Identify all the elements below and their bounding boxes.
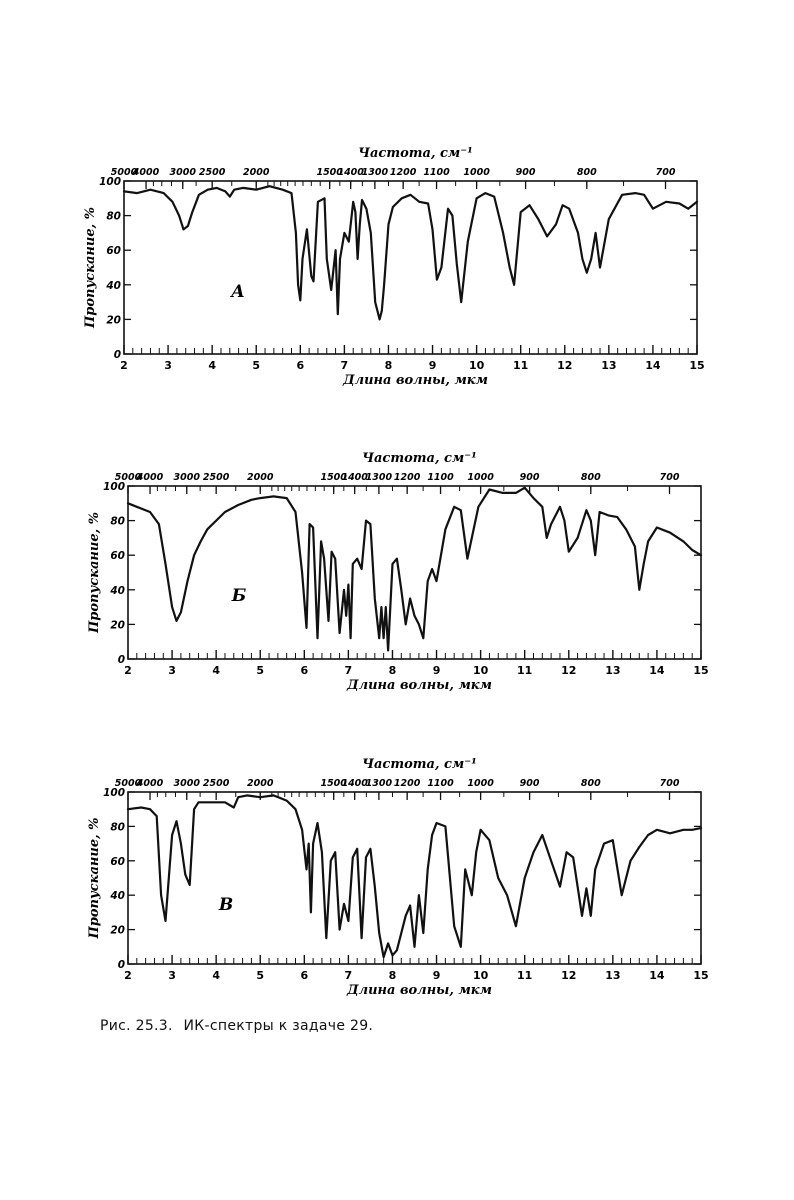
top-tick-label: 1500 (320, 778, 347, 789)
x-tick-label: 12 (561, 969, 577, 982)
x-tick-label: 13 (605, 664, 621, 677)
x-tick-label: 8 (384, 359, 393, 372)
panel-label: Б (231, 586, 247, 606)
y-axis-title: Пропускание, % (87, 817, 102, 939)
x-tick-label: 12 (557, 359, 573, 372)
x-tick-label: 11 (517, 664, 533, 677)
top-tick-label: 1400 (337, 167, 364, 178)
x-tick-label: 9 (432, 664, 441, 677)
y-tick-label: 80 (110, 821, 125, 834)
plot-frame (124, 181, 697, 354)
x-tick-label: 15 (693, 664, 709, 677)
top-tick-label: 5000 (110, 167, 138, 178)
top-tick-label: 1100 (423, 167, 450, 178)
top-tick-label: 1400 (341, 778, 368, 789)
top-tick-label: 1200 (393, 778, 421, 789)
x-tick-label: 3 (168, 664, 176, 677)
x-axis-title: Длина волны, мкм (347, 678, 492, 693)
x-tick-label: 9 (428, 359, 437, 372)
y-tick-label: 80 (110, 515, 125, 528)
panel-label: В (218, 895, 234, 915)
caption-label: Рис. 25.3. (100, 1018, 173, 1034)
y-tick-label: 0 (117, 654, 125, 666)
x-axis-title: Длина волны, мкм (347, 983, 492, 998)
y-tick-label: 40 (110, 890, 125, 903)
top-tick-label: 1000 (467, 472, 494, 483)
spectrum-line (128, 488, 701, 651)
x-tick-label: 12 (561, 664, 577, 677)
x-tick-label: 4 (212, 969, 220, 982)
x-tick-label: 8 (388, 664, 397, 677)
top-tick-label: 3000 (169, 167, 196, 178)
top-tick-label: 2500 (198, 167, 226, 178)
panel-label: A (231, 282, 245, 302)
caption-text: ИК-спектры к задаче 29. (183, 1018, 374, 1034)
top-tick-label: 4000 (136, 472, 164, 483)
x-tick-label: 7 (344, 664, 353, 677)
top-axis-title: Частота, см⁻¹ (362, 451, 477, 466)
x-tick-label: 10 (468, 359, 485, 372)
y-axis-title: Пропускание, % (83, 206, 98, 329)
x-tick-label: 6 (300, 969, 309, 982)
x-tick-label: 5 (256, 664, 265, 677)
top-tick-label: 3000 (173, 472, 200, 483)
y-tick-label: 20 (110, 619, 125, 632)
x-tick-label: 15 (693, 969, 709, 982)
x-tick-label: 4 (208, 359, 216, 372)
y-tick-label: 20 (110, 924, 125, 937)
x-tick-label: 14 (649, 969, 665, 982)
x-tick-label: 13 (605, 969, 621, 982)
y-tick-label: 20 (106, 314, 121, 327)
top-tick-label: 1100 (427, 778, 454, 789)
top-axis-title: Частота, см⁻¹ (358, 146, 473, 161)
top-tick-label: 1200 (393, 472, 421, 483)
y-tick-label: 60 (110, 550, 125, 563)
x-tick-label: 2 (120, 359, 128, 372)
x-tick-label: 11 (517, 969, 533, 982)
x-tick-label: 15 (689, 359, 705, 372)
y-tick-label: 80 (106, 210, 121, 223)
top-tick-label: 700 (659, 472, 680, 483)
x-tick-label: 11 (513, 359, 529, 372)
top-tick-label: 1300 (365, 472, 393, 483)
x-tick-label: 7 (340, 359, 349, 372)
y-tick-label: 40 (106, 279, 121, 292)
x-tick-label: 9 (432, 969, 441, 982)
figure-caption (100, 1018, 379, 1034)
top-tick-label: 700 (655, 167, 676, 178)
x-axis-title: Длина волны, мкм (343, 373, 488, 388)
top-tick-label: 800 (576, 167, 597, 178)
x-tick-label: 8 (388, 969, 397, 982)
spectrum-line (124, 186, 697, 319)
y-tick-label: 100 (99, 176, 121, 188)
y-tick-label: 100 (103, 481, 125, 493)
top-tick-label: 2000 (247, 472, 274, 483)
x-tick-label: 5 (252, 359, 261, 372)
top-tick-label: 900 (519, 778, 540, 789)
x-tick-label: 10 (472, 664, 489, 677)
top-tick-label: 800 (580, 778, 601, 789)
x-tick-label: 2 (124, 664, 132, 677)
y-tick-label: 100 (103, 787, 125, 799)
x-tick-label: 3 (168, 969, 176, 982)
top-tick-label: 4000 (132, 167, 160, 178)
top-tick-label: 5000 (114, 778, 142, 789)
top-tick-label: 1400 (341, 472, 368, 483)
top-tick-label: 2000 (247, 778, 274, 789)
y-axis-title: Пропускание, % (87, 511, 102, 634)
x-tick-label: 6 (296, 359, 305, 372)
top-tick-label: 900 (515, 167, 536, 178)
top-tick-label: 2500 (202, 778, 230, 789)
top-tick-label: 1500 (320, 472, 347, 483)
x-tick-label: 2 (124, 969, 132, 982)
top-tick-label: 900 (519, 472, 540, 483)
y-tick-label: 0 (117, 959, 125, 971)
x-tick-label: 14 (645, 359, 661, 372)
top-tick-label: 1000 (467, 778, 494, 789)
x-tick-label: 14 (649, 664, 665, 677)
x-tick-label: 7 (344, 969, 353, 982)
chart-panel-2 (87, 451, 709, 693)
chart-panel-3 (87, 757, 709, 998)
top-tick-label: 2000 (243, 167, 270, 178)
top-tick-label: 700 (659, 778, 680, 789)
chart-panel-1 (83, 146, 705, 388)
y-tick-label: 60 (110, 855, 125, 868)
plot-frame (128, 486, 701, 659)
top-tick-label: 1500 (316, 167, 343, 178)
top-tick-label: 1300 (365, 778, 393, 789)
top-tick-label: 4000 (136, 778, 164, 789)
top-axis-title: Частота, см⁻¹ (362, 757, 477, 772)
x-tick-label: 13 (601, 359, 617, 372)
top-tick-label: 1100 (427, 472, 454, 483)
spectrum-line (128, 795, 701, 957)
x-tick-label: 10 (472, 969, 489, 982)
x-tick-label: 6 (300, 664, 309, 677)
y-tick-label: 40 (110, 584, 125, 597)
x-tick-label: 5 (256, 969, 265, 982)
top-tick-label: 5000 (114, 472, 142, 483)
top-tick-label: 1200 (389, 167, 417, 178)
top-tick-label: 800 (580, 472, 601, 483)
y-tick-label: 0 (113, 349, 121, 361)
top-tick-label: 1300 (361, 167, 389, 178)
top-tick-label: 1000 (463, 167, 490, 178)
x-tick-label: 4 (212, 664, 220, 677)
y-tick-label: 60 (106, 245, 121, 258)
top-tick-label: 3000 (173, 778, 200, 789)
x-tick-label: 3 (164, 359, 172, 372)
top-tick-label: 2500 (202, 472, 230, 483)
